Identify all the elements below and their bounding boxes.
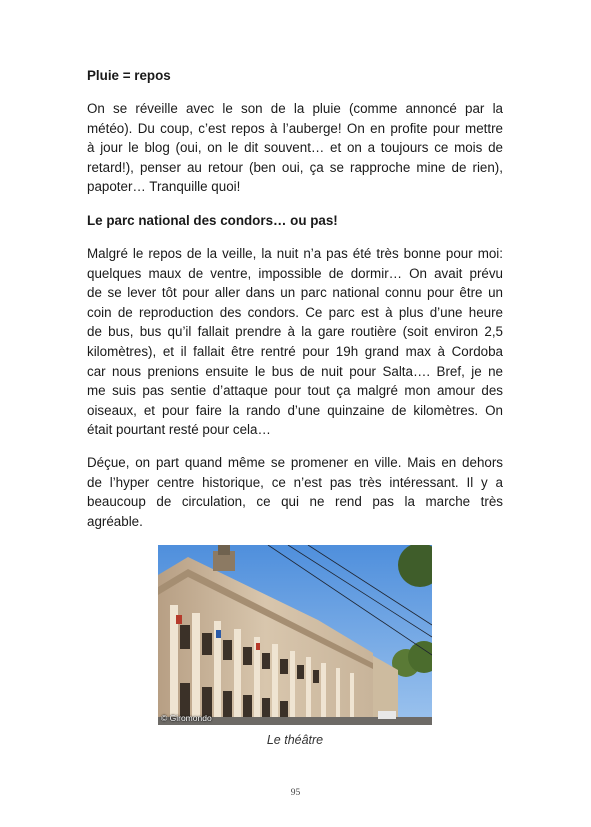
photo-credit: © Giromondo: [161, 713, 212, 723]
text-line: papoter… Tranquille quoi!: [87, 179, 241, 195]
section-heading-rain: Pluie = repos: [87, 68, 171, 83]
text-line: de l’hyper centre historique, ce n’est pas très intéressant. Il y a: [87, 474, 503, 490]
text-line: me suis pas sentie d’attaque pour tout ça malgré mon amour des: [87, 383, 503, 399]
section-heading-condors: Le parc national des condors… ou pas!: [87, 213, 338, 228]
theatre-illustration: [158, 545, 432, 725]
page-number: 95: [290, 788, 301, 798]
text-line: car nous prenions ensuite le bus de nuit pour Salta…. Bref, je ne: [87, 363, 503, 379]
paragraph-city-walk: [87, 453, 503, 531]
paragraph-condors: [87, 244, 503, 440]
text-line: Malgré le repos de la veille, la nuit n’a pas été très bonne pour moi:: [87, 246, 503, 261]
text-line: beaucoup de circulation, ce qui ne rend pas la marche très: [87, 494, 503, 510]
text-line: agréable.: [87, 513, 143, 529]
text-line: kilomètres), et il fallait être rentré pour 19h grand max à Cordoba: [87, 343, 503, 359]
text-line: à jour le blog (oui, on le dit souvent… et on a toujours ce mois de: [87, 140, 503, 156]
text-line: météo). Du coup, c’est repos à l’auberge! On en profite pour mettre: [87, 120, 503, 136]
text-line: On se réveille avec le son de la pluie (comme annoncé par la: [87, 101, 503, 116]
text-line: coin de reproduction des condors. Ce parc est à plus d’une heure: [87, 304, 503, 320]
theatre-photo: [158, 545, 432, 725]
text-line: retard!), penser au retour (ben oui, ça se rapproche mine de rien),: [87, 159, 503, 175]
text-line: quelques maux de ventre, impossible de dormir… On avait prévu: [87, 265, 503, 281]
text-line: oiseaux, et pour faire la rando d’une quinzaine de kilomètres. On: [87, 402, 503, 418]
text-line: Déçue, on part quand même se promener en ville. Mais en dehors: [87, 455, 503, 470]
text-line: était pourtant resté pour cela…: [87, 422, 271, 438]
text-line: de se lever tôt pour aller dans un parc national connu pour être un: [87, 285, 503, 301]
text-line: de bus, bus qu’il fallait prendre à la gare routière (soit environ 2,5: [87, 324, 503, 340]
paragraph-rain: [87, 99, 503, 197]
figure-caption: Le théâtre: [266, 733, 324, 747]
